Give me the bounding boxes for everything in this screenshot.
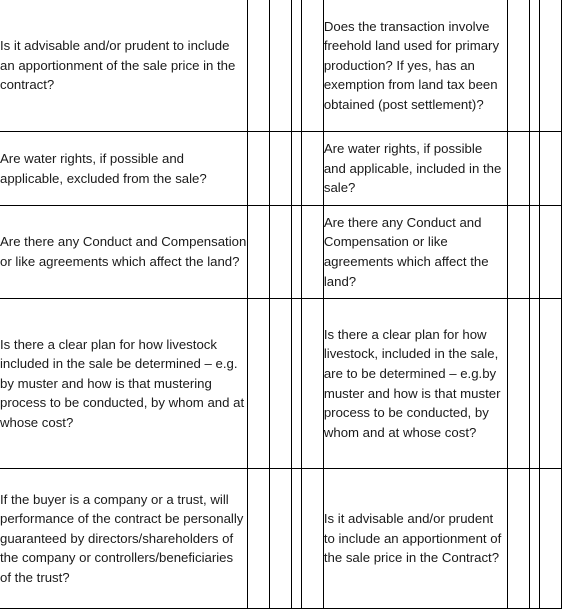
no-checkbox-cell[interactable] xyxy=(530,299,540,469)
buyer-question: Is it advisable and/or prudent to include an apportionment of the sale price in the contract? xyxy=(0,0,247,132)
spacer-cell xyxy=(301,469,323,609)
buyer-question: If the buyer is a company or a trust, will performance of the contract be personally guaranteed by directors/shareholders of the company or controllers/beneficiaries of the trust? xyxy=(0,469,247,609)
yes-checkbox-cell[interactable] xyxy=(507,299,529,469)
spacer-cell xyxy=(301,132,323,206)
buyer-question: Are there any Conduct and Compensation or like agreements which affect the land? xyxy=(0,206,247,299)
no-checkbox-cell[interactable] xyxy=(530,0,540,132)
spacer-cell xyxy=(301,206,323,299)
na-checkbox-cell[interactable] xyxy=(292,299,302,469)
yes-checkbox-cell[interactable] xyxy=(247,0,269,132)
yes-checkbox-cell[interactable] xyxy=(507,469,529,609)
na-checkbox-cell[interactable] xyxy=(539,0,561,132)
no-checkbox-cell[interactable] xyxy=(530,469,540,609)
yes-checkbox-cell[interactable] xyxy=(507,0,529,132)
na-checkbox-cell[interactable] xyxy=(292,0,302,132)
spacer-cell xyxy=(301,299,323,469)
na-checkbox-cell[interactable] xyxy=(539,469,561,609)
checklist-row xyxy=(0,206,562,299)
yes-checkbox-cell[interactable] xyxy=(247,206,269,299)
seller-question: Is it advisable and/or prudent to include an apportionment of the sale price in the Contract? xyxy=(323,469,507,609)
yes-checkbox-cell[interactable] xyxy=(247,469,269,609)
no-checkbox-cell[interactable] xyxy=(269,132,291,206)
yes-checkbox-cell[interactable] xyxy=(247,299,269,469)
yes-checkbox-cell[interactable] xyxy=(247,132,269,206)
no-checkbox-cell[interactable] xyxy=(530,132,540,206)
no-checkbox-cell[interactable] xyxy=(269,0,291,132)
na-checkbox-cell[interactable] xyxy=(292,469,302,609)
na-checkbox-cell[interactable] xyxy=(292,132,302,206)
seller-question: Are there any Conduct and Compensation or like agreements which affect the land? xyxy=(323,206,507,299)
buyer-question: Is there a clear plan for how livestock included in the sale be determined – e.g. by muster and how is that mustering process to be conducted, by whom and at whose cost? xyxy=(0,299,247,469)
seller-question: Are water rights, if possible and applicable, included in the sale? xyxy=(323,132,507,206)
spacer-cell xyxy=(301,0,323,132)
checklist-row xyxy=(0,469,562,609)
no-checkbox-cell[interactable] xyxy=(530,206,540,299)
na-checkbox-cell[interactable] xyxy=(539,299,561,469)
yes-checkbox-cell[interactable] xyxy=(507,206,529,299)
na-checkbox-cell[interactable] xyxy=(292,206,302,299)
no-checkbox-cell[interactable] xyxy=(269,299,291,469)
checklist-row xyxy=(0,132,562,206)
no-checkbox-cell[interactable] xyxy=(269,206,291,299)
na-checkbox-cell[interactable] xyxy=(539,206,561,299)
checklist-row xyxy=(0,299,562,469)
seller-question: Does the transaction involve freehold land used for primary production? If yes, has an exemption from land tax been obtained (post settlement)? xyxy=(323,0,507,132)
no-checkbox-cell[interactable] xyxy=(269,469,291,609)
checklist-row xyxy=(0,0,562,132)
na-checkbox-cell[interactable] xyxy=(539,132,561,206)
buyer-question: Are water rights, if possible and applicable, excluded from the sale? xyxy=(0,132,247,206)
yes-checkbox-cell[interactable] xyxy=(507,132,529,206)
seller-question: Is there a clear plan for how livestock, included in the sale, are to be determined – e.g.by muster and how is that muster process to be conducted, by whom and at whose cost? xyxy=(323,299,507,469)
